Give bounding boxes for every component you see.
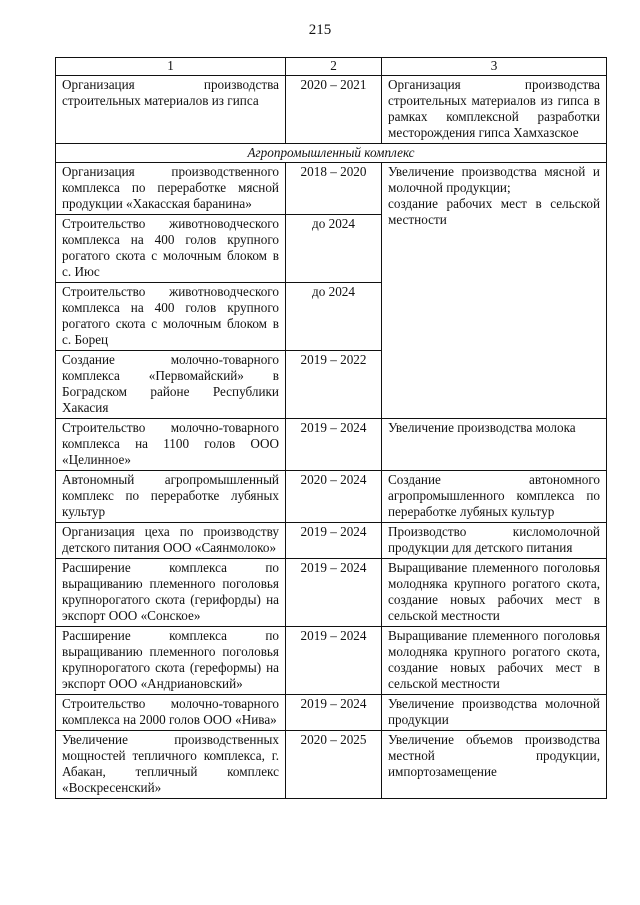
table-header-row	[56, 58, 607, 76]
table-row	[56, 471, 607, 523]
column-header-3: 3	[382, 58, 607, 76]
section-title: Агропромышленный комплекс	[56, 144, 607, 163]
project-period: 2019 – 2024	[286, 419, 382, 471]
table-row	[56, 76, 607, 144]
section-row	[56, 144, 607, 163]
project-name: Строительство животноводческого комплекса на 400 голов крупного рогатого скота с молочным блоком в с. Борец	[56, 283, 286, 351]
project-period: 2019 – 2022	[286, 351, 382, 419]
project-period: 2020 – 2025	[286, 731, 382, 799]
project-name: Расширение комплекса по выращиванию племенного поголовья крупнорогатого скота (герифорды) на экспорт ООО «Сонское»	[56, 559, 286, 627]
project-period: 2018 – 2020	[286, 163, 382, 215]
project-period: до 2024	[286, 215, 382, 283]
project-name: Организация цеха по производству детского питания ООО «Саянмолоко»	[56, 523, 286, 559]
project-result: Увеличение объемов производства местной продукции, импортозамещение	[382, 731, 607, 799]
project-period: 2020 – 2024	[286, 471, 382, 523]
table-row	[56, 163, 607, 215]
project-period: 2020 – 2021	[286, 76, 382, 144]
table-row	[56, 627, 607, 695]
project-result: Выращивание племенного поголовья молодняка крупного рогатого скота, создание новых рабочих мест в сельской местности	[382, 627, 607, 695]
project-name: Строительство животноводческого комплекса на 400 голов крупного рогатого скота с молочным блоком в с. Июс	[56, 215, 286, 283]
table-row	[56, 695, 607, 731]
project-period: 2019 – 2024	[286, 695, 382, 731]
project-name: Увеличение производственных мощностей тепличного комплекса, г. Абакан, тепличный комплекс «Воскресенский»	[56, 731, 286, 799]
project-name: Организация производственного комплекса по переработке мясной продукции «Хакасская баранина»	[56, 163, 286, 215]
project-result: Создание автономного агропромышленного комплекса по переработке лубяных культур	[382, 471, 607, 523]
project-period: 2019 – 2024	[286, 627, 382, 695]
project-period: 2019 – 2024	[286, 559, 382, 627]
project-name: Автономный агропромышленный комплекс по переработке лубяных культур	[56, 471, 286, 523]
project-name: Создание молочно-товарного комплекса «Первомайский» в Боградском районе Республики Хакасия	[56, 351, 286, 419]
column-header-2: 2	[286, 58, 382, 76]
table-row	[56, 419, 607, 471]
project-name: Расширение комплекса по выращиванию племенного поголовья крупнорогатого скота (гереформы) на экспорт ООО «Андриановский»	[56, 627, 286, 695]
project-name: Строительство молочно-товарного комплекса на 2000 голов ООО «Нива»	[56, 695, 286, 731]
project-name: Строительство молочно-товарного комплекса на 1100 голов ООО «Целинное»	[56, 419, 286, 471]
project-result: Увеличение производства молока	[382, 419, 607, 471]
project-result: Организация производства строительных материалов из гипса в рамках комплексной разработки месторождения гипса Хамхазское	[382, 76, 607, 144]
group-result: Увеличение производства мясной и молочной продукции; создание рабочих мест в сельской местности	[382, 163, 607, 419]
table-row	[56, 559, 607, 627]
page-number: 215	[308, 22, 332, 38]
column-header-1: 1	[56, 58, 286, 76]
project-result: Выращивание племенного поголовья молодняка крупного рогатого скота, создание новых рабочих мест в сельской местности	[382, 559, 607, 627]
project-period: 2019 – 2024	[286, 523, 382, 559]
project-result: Производство кисломолочной продукции для детского питания	[382, 523, 607, 559]
table-row	[56, 731, 607, 799]
project-period: до 2024	[286, 283, 382, 351]
project-result: Увеличение производства молочной продукции	[382, 695, 607, 731]
project-name: Организация производства строительных материалов из гипса	[56, 76, 286, 144]
projects-table	[55, 57, 607, 799]
table-row	[56, 523, 607, 559]
